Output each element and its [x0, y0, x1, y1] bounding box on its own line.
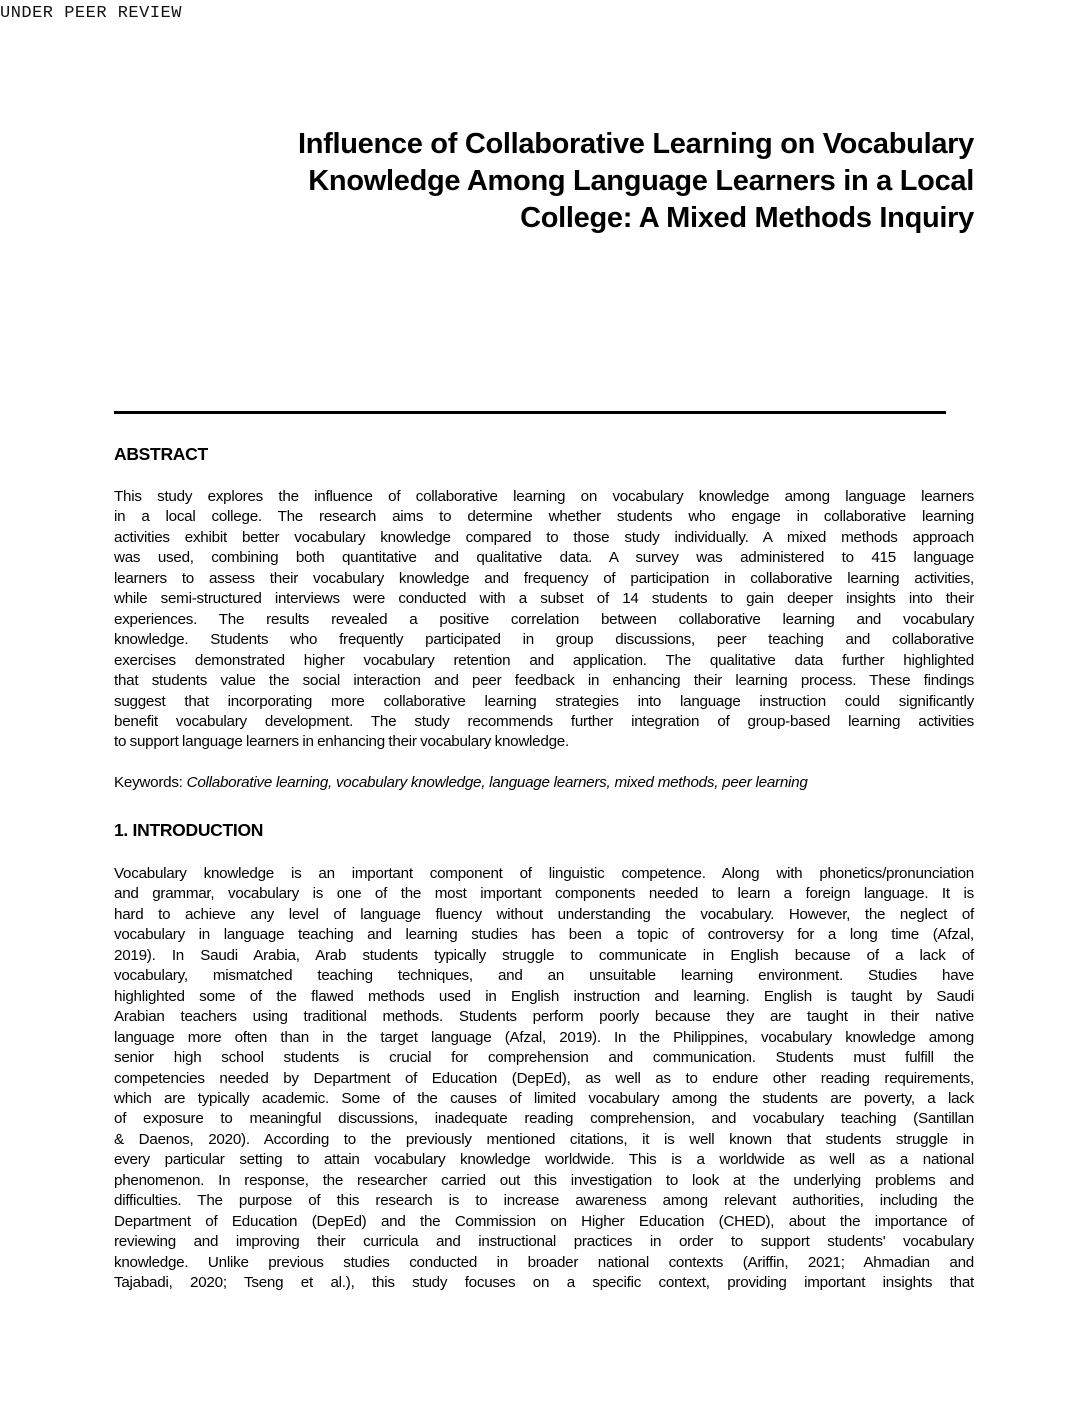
text-line: 2019). In Saudi Arabia, Arab students typically struggle to communicate in English because of a lack of [114, 946, 974, 964]
peer-review-watermark: UNDER PEER REVIEW [0, 4, 182, 23]
text-line: reviewing and improving their curricula and instructional practices in order to support students' vocabulary [114, 1233, 974, 1251]
text-line: Tajabadi, 2020; Tseng et al.), this study focuses on a specific context, providing important insights that [114, 1274, 974, 1292]
text-line: vocabulary in language teaching and learning studies has been a topic of controversy for a long time (Afzal, [114, 926, 974, 944]
keywords-list: Collaborative learning, vocabulary knowledge, language learners, mixed methods, peer learning [186, 774, 808, 791]
text-line: & Daenos, 2020). According to the previously mentioned citations, it is well known that students struggle in [114, 1130, 974, 1148]
text-line: hard to achieve any level of language fluency without understanding the vocabulary. However, the neglect of [114, 905, 974, 923]
text-line: benefit vocabulary development. The study recommends further integration of group-based learning activities [114, 712, 974, 730]
text-line: language more often than in the target language (Afzal, 2019). In the Philippines, vocabulary knowledge among [114, 1028, 974, 1046]
text-line: was used, combining both quantitative and qualitative data. A survey was administered to 415 language [114, 549, 974, 567]
text-line: that students value the social interaction and peer feedback in enhancing their learning process. These findings [114, 672, 974, 690]
text-line: highlighted some of the flawed methods used in English instruction and learning. English is taught by Saudi [114, 987, 974, 1005]
text-line: while semi-structured interviews were conducted with a subset of 14 students to gain deeper insights into their [114, 590, 974, 608]
keywords [114, 774, 984, 791]
title-line: Knowledge Among Language Learners in a Local [308, 165, 974, 197]
paper-title [200, 126, 974, 237]
text-line: difficulties. The purpose of this research is to increase awareness among relevant authorities, including the [114, 1192, 974, 1210]
text-line: Arabian teachers using traditional methods. Students perform poorly because they are taught in their native [114, 1008, 974, 1026]
abstract-body [114, 487, 974, 753]
text-line: Department of Education (DepEd) and the Commission on Higher Education (CHED), about the importance of [114, 1212, 974, 1230]
title-divider [114, 411, 946, 414]
text-line: to support language learners in enhancing their vocabulary knowledge. [114, 733, 569, 751]
text-line: exercises demonstrated higher vocabulary retention and application. The qualitative data further highlighted [114, 651, 974, 669]
text-line: knowledge. Students who frequently participated in group discussions, peer teaching and collaborative [114, 631, 974, 649]
introduction-heading: 1. INTRODUCTION [114, 820, 264, 840]
text-line: in a local college. The research aims to determine whether students who engage in collaborative learning [114, 508, 974, 526]
text-line: of exposure to meaningful discussions, inadequate reading comprehension, and vocabulary teaching (Santillan [114, 1110, 974, 1128]
keywords-label: Keywords: [114, 774, 187, 791]
text-line: experiences. The results revealed a positive correlation between collaborative learning and vocabulary [114, 610, 974, 628]
title-line: College: A Mixed Methods Inquiry [520, 202, 974, 234]
text-line: This study explores the influence of collaborative learning on vocabulary knowledge among language learners [114, 488, 974, 505]
abstract-heading: ABSTRACT [114, 444, 208, 464]
introduction-body [114, 864, 974, 1294]
text-line: activities exhibit better vocabulary knowledge compared to those study individually. A mixed methods approach [114, 528, 974, 546]
text-line: senior high school students is crucial for comprehension and communication. Students must fulfill the [114, 1049, 974, 1067]
text-line: learners to assess their vocabulary knowledge and frequency of participation in collaborative learning activities, [114, 569, 974, 587]
text-line: suggest that incorporating more collaborative learning strategies into language instruction could significantly [114, 692, 974, 710]
text-line: Vocabulary knowledge is an important component of linguistic competence. Along with phonetics/pronunciation [114, 865, 974, 882]
text-line: knowledge. Unlike previous studies conducted in broader national contexts (Ariffin, 2021; Ahmadian and [114, 1253, 974, 1271]
text-line: phenomenon. In response, the researcher carried out this investigation to look at the underlying problems and [114, 1171, 974, 1189]
text-line: which are typically academic. Some of the causes of limited vocabulary among the students are poverty, a lack [114, 1089, 974, 1107]
text-line: vocabulary, mismatched teaching techniques, and an unsuitable learning environment. Studies have [114, 967, 974, 985]
text-line: and grammar, vocabulary is one of the most important components needed to learn a foreign language. It is [114, 885, 974, 903]
text-line: competencies needed by Department of Education (DepEd), as well as to endure other reading requirements, [114, 1069, 974, 1087]
title-line: Influence of Collaborative Learning on Vocabulary [297, 128, 974, 160]
text-line: every particular setting to attain vocabulary knowledge worldwide. This is a worldwide as well as a national [114, 1151, 974, 1169]
